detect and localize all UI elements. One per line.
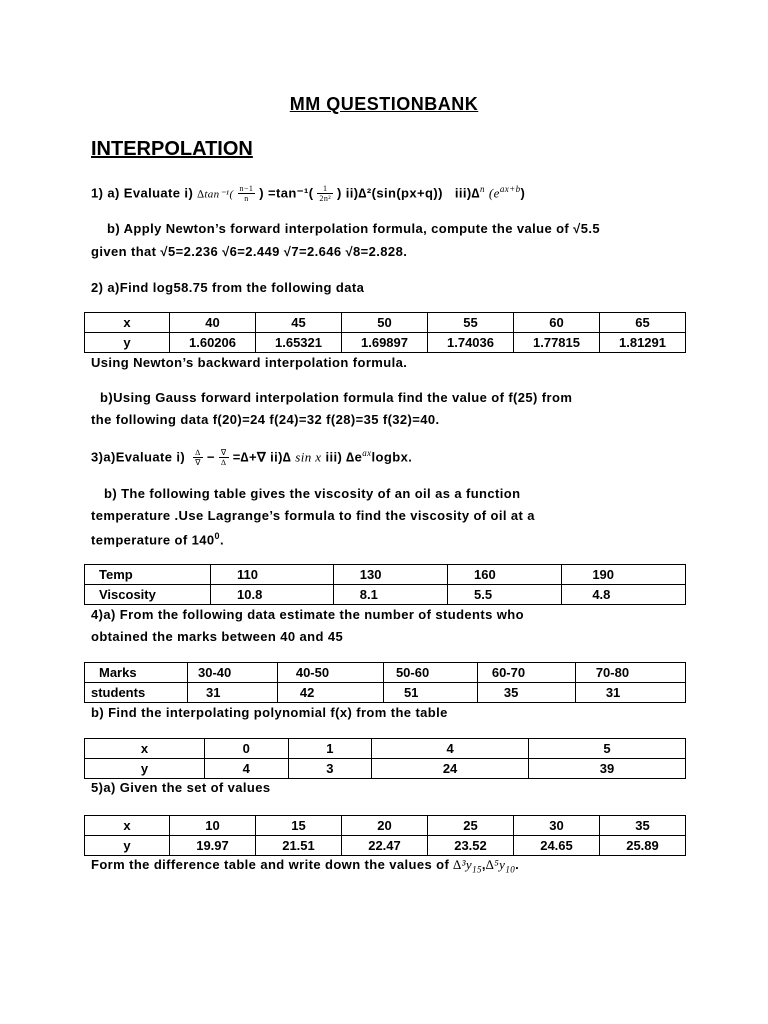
q3a-fraction1 (193, 448, 203, 467)
table-cell: y (85, 836, 170, 856)
table-row (85, 333, 686, 353)
table-cell: 1.69897 (342, 333, 428, 353)
table-cell: 1.81291 (600, 333, 686, 353)
q1a-i-mid: ) =tan⁻¹( (259, 185, 314, 201)
table-cell: 60 (514, 313, 600, 333)
table-cell: 20 (342, 816, 428, 836)
table-cell: 60-70 (477, 663, 575, 683)
table-cell: Marks (85, 663, 188, 683)
table-cell: y (85, 333, 170, 353)
q5a-line: 5)a) Given the set of values (91, 780, 271, 795)
table-row (85, 683, 686, 703)
q3a-iii: iii) ∆e (321, 449, 363, 465)
table-cell: 42 (277, 683, 383, 703)
table-cell: 50-60 (383, 663, 477, 683)
q5-sub2: 10 (505, 864, 516, 875)
q4b-line: b) Find the interpolating polynomial f(x) from the table (91, 705, 448, 720)
q3b-line3-end: . (219, 532, 224, 548)
page-title: MM QUESTIONBANK (289, 94, 479, 114)
table-cell: x (85, 313, 170, 333)
table-row (85, 663, 686, 683)
table-cell: 39 (529, 759, 686, 779)
q3b-line3-text: temperature of 140 (91, 532, 215, 548)
table-cell: 30 (514, 816, 600, 836)
q1a-i2-fraction (317, 184, 333, 203)
q4-polynomial-table (84, 738, 686, 779)
table-cell: 50 (342, 313, 428, 333)
q2b-line2: the following data f(20)=24 f(24)=32 f(28)=35 f(32)=40. (91, 412, 440, 427)
table-cell: 21.51 (256, 836, 342, 856)
table-row (85, 816, 686, 836)
table-cell: 65 (600, 313, 686, 333)
table-cell: 31 (575, 683, 685, 703)
table-cell: 10.8 (211, 585, 334, 605)
q1a-i-fraction (238, 184, 256, 203)
section-heading: INTERPOLATION (91, 138, 253, 160)
table-cell: 45 (256, 313, 342, 333)
table-cell: 40-50 (277, 663, 383, 683)
table-cell: 51 (383, 683, 477, 703)
q2a-line: 2) a)Find log58.75 from the following data (91, 280, 365, 295)
q1a-line (91, 184, 525, 203)
table-cell: 10 (170, 816, 256, 836)
table-row (85, 313, 686, 333)
q4-marks-table (84, 662, 686, 703)
fraction-numerator: ∇ (220, 448, 227, 458)
table-cell: Temp (85, 565, 211, 585)
table-cell: 4 (205, 759, 289, 779)
table-row (85, 759, 686, 779)
q3a-line (91, 448, 412, 467)
q3a-iii-sup: ax (362, 448, 372, 458)
table-cell: x (85, 739, 205, 759)
table-cell: 190 (562, 565, 686, 585)
table-cell: 19.97 (170, 836, 256, 856)
q3a-fraction2 (219, 448, 229, 467)
table-cell: 24.65 (514, 836, 600, 856)
table-cell: 25.89 (600, 836, 686, 856)
q3a-i-rest: =∆+∇ ii)∆ (232, 449, 296, 465)
table-cell: 40 (170, 313, 256, 333)
q3-viscosity-table (84, 564, 686, 605)
q3b-line2: temperature .Use Lagrange’s formula to find the viscosity of oil at a (91, 508, 535, 523)
table-cell: 5.5 (448, 585, 562, 605)
fraction-denominator: 2n² (319, 194, 332, 204)
q3a-iii-rest: logbx. (371, 449, 413, 465)
q1a-iii-expsup: ax+b (499, 184, 521, 194)
table-cell: 3 (288, 759, 372, 779)
table-cell: 1.74036 (428, 333, 514, 353)
q1a-iii-expr: (e (488, 185, 500, 201)
q1b-line1: b) Apply Newton’s forward interpolation formula, compute the value of √5.5 (107, 221, 600, 236)
table-cell: students (85, 683, 188, 703)
q1a-iii-close: ) (520, 185, 526, 201)
table-cell: 15 (256, 816, 342, 836)
table-cell: 30-40 (188, 663, 278, 683)
table-cell: 0 (205, 739, 289, 759)
q2-data-table (84, 312, 686, 353)
table-cell: 8.1 (333, 585, 447, 605)
table-cell: 160 (448, 565, 562, 585)
table-cell: 1.60206 (170, 333, 256, 353)
table-row (85, 836, 686, 856)
table-cell: 23.52 (428, 836, 514, 856)
table-cell: 31 (188, 683, 278, 703)
q1b-line2: given that √5=2.236 √6=2.449 √7=2.646 √8=2.828. (91, 244, 408, 259)
table-cell: 24 (372, 759, 529, 779)
table-cell: 25 (428, 816, 514, 836)
q4a-line2: obtained the marks between 40 and 45 (91, 629, 344, 644)
q4a-line1: 4)a) From the following data estimate the number of students who (91, 607, 524, 622)
q1a-iii-label: iii)∆ (454, 185, 480, 201)
table-row (85, 585, 686, 605)
q3b-line3 (91, 531, 224, 547)
table-row (85, 739, 686, 759)
q1a-i-expr: ∆tan⁻¹( (197, 188, 234, 201)
fraction-numerator: n−1 (239, 184, 254, 194)
table-cell: 1 (288, 739, 372, 759)
q5-end: . (515, 857, 520, 872)
fraction-denominator: n (244, 194, 249, 204)
table-row (85, 565, 686, 585)
table-cell: 4.8 (562, 585, 686, 605)
table-cell: 1.77815 (514, 333, 600, 353)
q5-expr1: ∆³y (453, 857, 473, 872)
table-cell: 110 (211, 565, 334, 585)
q5-data-table (84, 815, 686, 856)
table-cell: 35 (600, 816, 686, 836)
fraction-numerator: ∆ (193, 448, 203, 458)
fraction-denominator: ∇ (195, 458, 201, 468)
q3b-line1: b) The following table gives the viscosity of an oil as a function (104, 486, 521, 501)
table-cell: 130 (333, 565, 447, 585)
q1a-prefix: 1) a) Evaluate i) (91, 185, 198, 201)
q3a-minus: − (206, 449, 215, 465)
table-cell: 55 (428, 313, 514, 333)
table-cell: 4 (372, 739, 529, 759)
table-cell: 70-80 (575, 663, 685, 683)
q2b-line1: b)Using Gauss forward interpolation formula find the value of f(25) from (100, 390, 573, 405)
q5-after-text: Form the difference table and write down the values of (91, 857, 454, 872)
table-cell: 1.65321 (256, 333, 342, 353)
q3a-sin: sin x (295, 449, 322, 465)
table-cell: 5 (529, 739, 686, 759)
q5-sub1: 15 (472, 864, 482, 875)
table-cell: Viscosity (85, 585, 211, 605)
q5-expr2: ∆⁵y (485, 857, 506, 872)
q2-after-table: Using Newton’s backward interpolation formula. (91, 355, 408, 370)
table-cell: 35 (477, 683, 575, 703)
q5-after-table (91, 857, 519, 875)
q5-comma: , (481, 857, 486, 872)
fraction-numerator: 1 (317, 184, 333, 194)
table-cell: 22.47 (342, 836, 428, 856)
q3a-prefix: 3)a)Evaluate i) (91, 449, 190, 465)
table-cell: x (85, 816, 170, 836)
table-cell: y (85, 759, 205, 779)
q1a-iii-sup: n (479, 184, 485, 194)
q3b-degree: 0 (214, 531, 220, 541)
fraction-denominator: ∆ (221, 458, 227, 468)
q1a-ii: ) ii)∆²(sin(px+q)) (337, 185, 443, 201)
